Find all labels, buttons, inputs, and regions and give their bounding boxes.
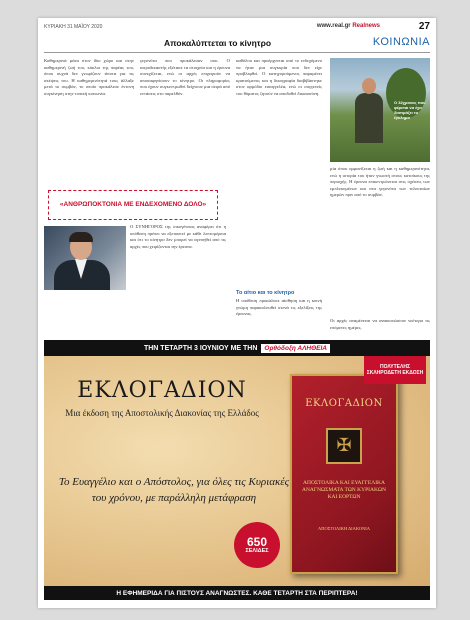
ad-banner (44, 340, 430, 356)
page-number: 27 (418, 21, 430, 32)
article-column-1: Καθημερινά μέσα στον ίδιο χώρο και στην καθημερινή ζωή του, κύκλοι της παρέας του, όπου συχνά δεν γνωρίζουν τίποτα για τις σκέψεις του. Η καθημερινότητά τους άλλαξε μετά το συμβάν, το οποίο προκάλεσε έντονη συγκίνηση στην τοπική κοινωνία. (44, 58, 134, 96)
pages-badge (234, 522, 280, 568)
site-brand: Realnews (352, 23, 380, 29)
site-prefix: www.real.gr (316, 23, 351, 29)
issue-date: ΚΥΡΙΑΚΗ 31 ΜΑΪΟΥ 2020 (44, 24, 103, 30)
article-headline: Αποκαλύπτεται το κίνητρο (164, 38, 272, 48)
edition-badge: ΠΟΛΥΤΕΛΗΣ ΣΚΛΗΡΟΔΕΤΗ ΕΚΔΟΣΗ (364, 356, 426, 384)
ad-title: ΕΚΛΟΓΑΔΙΟΝ (77, 378, 247, 403)
section-title: ΚΟΙΝΩΝΙΑ (372, 36, 430, 48)
ad-banner-text: ΤΗΝ ΤΕΤΑΡΤΗ 3 ΙΟΥΝΙΟΥ ΜΕ ΤΗΝ (143, 344, 258, 352)
article-column-4b: Οι αρχές αναμένεται να ανακοινώσουν νεότερα τις επόμενες ημέρες. (330, 318, 430, 330)
book-publisher: ΑΠΟΣΤΟΛΙΚΗ ΔΙΑΚΟΝΙΑ (317, 526, 371, 531)
portrait-hair (69, 232, 93, 242)
cross-icon: ✠ (336, 435, 352, 456)
pull-quote-callout: «ΑΝΘΡΩΠΟΚΤΟΝΙΑ ΜΕ ΕΝΔΕΧΟΜΕΝΟ ΔΟΛΟ» (48, 190, 218, 220)
page-header-top (44, 22, 430, 34)
photo-person-body (355, 93, 383, 143)
lawyer-quote: Ο ΣΥΝΗΓΟΡΟΣ της οικογένειας αναφέρει ότι η υπόθεση πρέπει να εξεταστεί με κάθε λεπτομέρεια και ότι το κίνητρο δεν μπορεί να αγνοηθεί από τις αρχές που χειρίζονται την έρευνα. (130, 224, 226, 249)
photo-caption: Ο 32χρονος που φέρεται να έχει διαπράξει το έγκλημα (394, 100, 426, 120)
book-title: ΕΚΛΟΓΑΔΙΟΝ (305, 398, 383, 409)
book-cover (290, 374, 398, 574)
article-column-4: μία όπου εμφανίζεται η ζωή και η καθημερινότητα, ενώ η ιστορία του ήταν γνωστή στους κατοίκους της περιοχής. Η έρευνα επικεντρώνεται στις σχέσεις των εμπλεκομένων και στα γεγονότα των τελευταίων ημερών πριν από το συμβάν. (330, 166, 430, 198)
ad-banner-logo: Ορθόδοξη ΑΛΗΘΕΙΑ (261, 344, 330, 353)
suspect-photo (330, 58, 430, 162)
advertisement (44, 356, 430, 586)
article-column-2: γεγονότα που προκάλεσαν σοκ. Ο ιατροδικαστής εξέτασε τα στοιχεία και η έρευνα συνεχίζεται, ενώ οι αρχές επιχειρούν να αποσαφηνίσουν το κίνητρο. Οι πληροφορίες που έχουν συγκεντρωθεί δείχνουν μια σειρά από εντάσεις στο παρελθόν. (140, 58, 230, 96)
book-emblem (326, 428, 362, 464)
article-column-3b: Η υπόθεση προκάλεσε αίσθηση και η κοινή γνώμη παρακολουθεί στενά τις εξελίξεις της έρευνας. (236, 298, 322, 317)
pages-label: ΣΕΛΙΔΕΣ (245, 548, 269, 554)
lawyer-portrait (44, 226, 126, 290)
photo-person-head (362, 78, 376, 94)
ad-subtitle: Μια έκδοση της Αποστολικής Διακονίας της Ελλάδος (65, 408, 259, 418)
newspaper-page (38, 18, 436, 608)
ad-tagline: Το Ευαγγέλιο και ο Απόστολος, για όλες τις Κυριακές του χρόνου, με παράλληλη μετάφραση (58, 476, 290, 504)
site-url (317, 23, 380, 29)
ad-footer: Η ΕΦΗΜΕΡΙΔΑ ΓΙΑ ΠΙΣΤΟΥΣ ΑΝΑΓΝΩΣΤΕΣ. ΚΑΘΕ ΤΕΤΑΡΤΗ ΣΤΑ ΠΕΡΙΠΤΕΡΑ! (44, 586, 430, 600)
article-column-3: καθόλου και προέρχονται από το ενδεχόμενο να ήταν μια συγκυρία που δεν είχε προβλεφθεί. Ο κατηγορούμενος παραμένει κρατούμενος και η δικογραφία διαβιβάστηκε στον αρμόδιο εισαγγελέα, ενώ οι συγγενείς του θύματος ζητούν να αποδοθεί δικαιοσύνη. (236, 58, 322, 96)
article-subhead: Το αίτιο και το κίνητρο (236, 290, 295, 296)
pages-number: 650 (246, 535, 268, 549)
book-subtitle: ΑΠΟΣΤΟΛΙΚΑ ΚΑΙ ΕΥΑΓΓΕΛΙΚΑ ΑΝΑΓΝΩΣΜΑΤΑ ΤΩΝ ΚΥΡΙΑΚΩΝ ΚΑΙ ΕΟΡΤΩΝ (301, 480, 386, 500)
page-header-bar (44, 36, 430, 53)
